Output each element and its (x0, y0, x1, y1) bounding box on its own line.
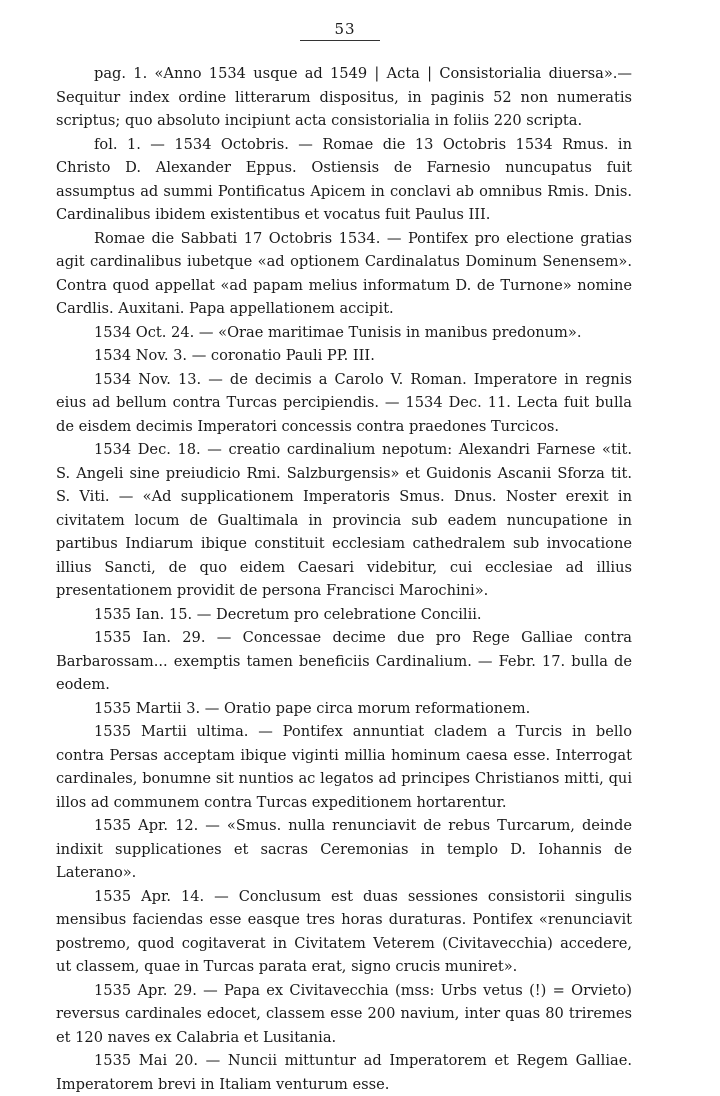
paragraph: 1535 Ian. 29. — Concessae decime due pro Rege Galliae contra Barbarossam... exemptis tamen beneficiis Cardinalium. — Febr. 17. bulla de eodem. (56, 629, 632, 693)
paragraph: 1534 Nov. 3. — coronatio Pauli PP. III. (94, 347, 375, 364)
paragraph: 1534 Dec. 18. — creatio cardinalium nepotum: Alexandri Farnese «tit. S. Angeli sine preiudicio Rmi. Salzburgensis» et Guidonis Ascanii Sforza tit. S. Viti. — «Ad supplicationem Imperatoris Smus. Dnus. Noster erexit in civitatem locum de Gualtimala in provincia sub eadem nuncupatione in partibus Indiarum ibique constituit ecclesiam cathedralem sub invocatione illius Sancti, de quo eidem Caesari videbitur, cui ecclesiae ad illius presentationem providit de persona Francisci Marochini». (56, 441, 632, 599)
paragraph: 1535 Apr. 12. — «Smus. nulla renunciavit de rebus Turcarum, deinde indixit supplicationes et sacras Ceremonias in templo D. Iohannis de Laterano». (56, 817, 632, 881)
paragraph: 1535 Ian. 15. — Decretum pro celebratione Concilii. (94, 605, 482, 623)
paragraph: 1535 Apr. 14. — Conclusum est duas sessiones consistorii singulis mensibus faciendas esse easque tres horas duraturas. Pontifex «renunciavit postremo, quod cogitaverat in Civitatem Veterem (Civitavecchia) accedere, ut classem, quae in Turcas parata erat, signo crucis muniret». (56, 887, 632, 975)
paragraph: 1534 Oct. 24. — «Orae maritimae Tunisis in manibus predonum». (94, 323, 582, 341)
page-number-rule (300, 40, 380, 41)
page-number: 53 (334, 20, 356, 38)
paragraph: Romae die Sabbati 17 Octobris 1534. — Pontifex pro electione gratias agit cardinalibus iubetque «ad optionem Cardinalatus Dominum Senensem». Contra quod appellat «ad papam melius informatum D. de Turnone» nomine Cardlis. Auxitani. Papa appellationem accipit. (56, 229, 632, 317)
paragraph: fol. 1. — 1534 Octobris. — Romae die 13 Octobris 1534 Rmus. in Christo D. Alexander Eppus. Ostiensis de Farnesio nuncupatus fuit assumptus ad summi Pontificatus Apicem in conclavi ab omnibus Rmis. Dnis. Cardinalibus ibidem existentibus et vocatus fuit Paulus III. (56, 135, 632, 223)
paragraph: 1535 Mai 20. — Nuncii mittuntur ad Imperatorem et Regem Galliae. Imperatorem brevi in Italiam venturum esse. (56, 1052, 632, 1093)
paragraph: 1535 Apr. 29. — Papa ex Civitavecchia (mss: Urbs vetus (!) = Orvieto) reversus cardinales edocet, classem esse 200 navium, inter quas 80 triremes et 120 naves ex Calabria et Lusitania. (56, 981, 632, 1046)
body-text (56, 62, 632, 1096)
paragraph: pag. 1. «Anno 1534 usque ad 1549 | Acta | Consistorialia diuersa».— Sequitur index ordine litterarum dispositus, in paginis 52 non numeratis scriptus; quo absoluto incipiunt acta consistorialia in foliis 220 scripta. (56, 65, 632, 129)
paragraph: 1534 Nov. 13. — de decimis a Carolo V. Roman. Imperatore in regnis eius ad bellum contra Turcas percipiendis. — 1534 Dec. 11. Lecta fuit bulla de eisdem decimis Imperatori concessis contra praedones Turcicos. (56, 370, 632, 435)
paragraph: 1535 Martii ultima. — Pontifex annuntiat cladem a Turcis in bello contra Persas acceptam ibique viginti millia hominum caesa esse. Interrogat cardinales, bonumne sit nuntios ac legatos ad principes Christianos mitti, qui illos ad communem contra Turcas expeditionem hortarentur. (56, 723, 632, 811)
paragraph: 1535 Martii 3. — Oratio pape circa morum reformationem. (94, 699, 531, 717)
